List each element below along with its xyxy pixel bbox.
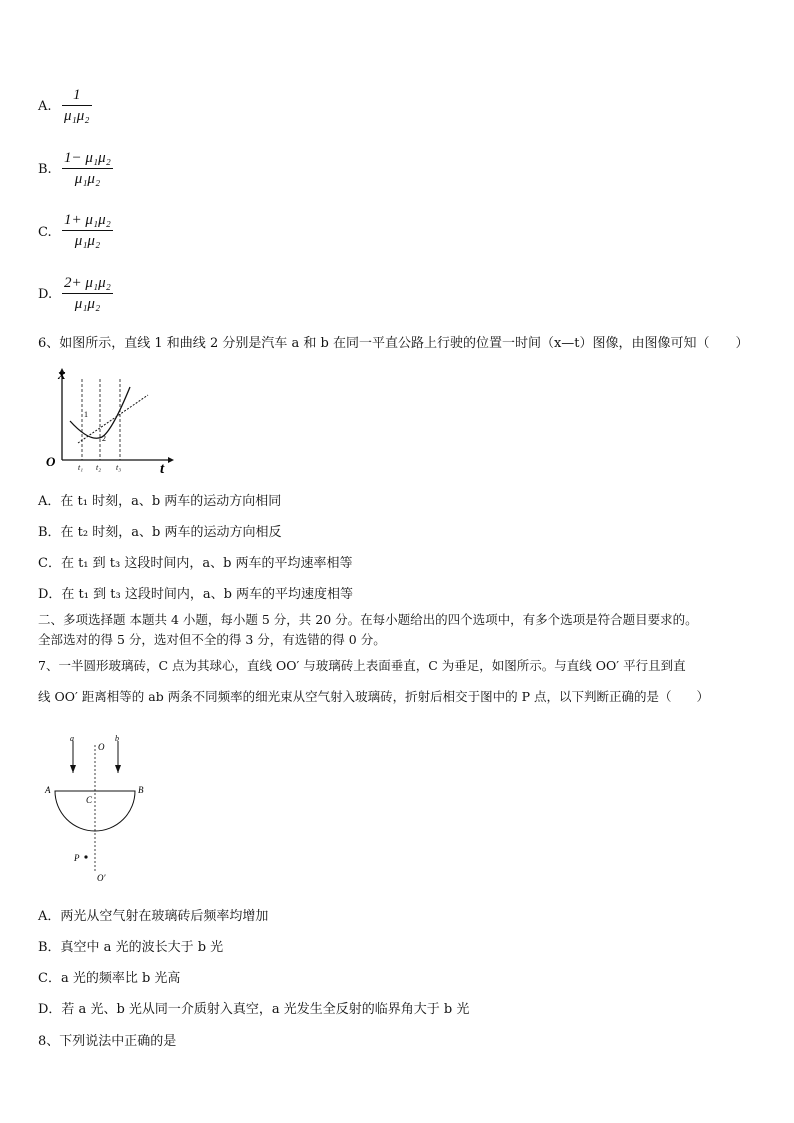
q6-option-d: D．在 t₁ 到 t₃ 这段时间内，a、b 两车的平均速度相等 bbox=[38, 587, 354, 602]
numerator: 1+ μ₁μ₂ bbox=[64, 212, 111, 228]
option-label: D. bbox=[38, 287, 53, 302]
origin-label: O bbox=[46, 454, 56, 469]
t-axis-arrow bbox=[168, 457, 174, 463]
q6-option-b: B．在 t₂ 时刻，a、b 两车的运动方向相反 bbox=[38, 525, 282, 540]
t3-label: t₃ bbox=[116, 463, 122, 472]
denominator: μ₁μ₂ bbox=[74, 296, 101, 312]
ray-a-arrow bbox=[70, 765, 76, 773]
t2-label: t₂ bbox=[96, 463, 102, 472]
ray-b-arrow bbox=[115, 765, 121, 773]
label-o-prime: O′ bbox=[97, 873, 106, 883]
denominator: μ₁μ₂ bbox=[74, 171, 101, 187]
glass-brick-figure bbox=[40, 733, 160, 883]
numerator: 1 bbox=[73, 87, 81, 103]
q8-stem: 8、下列说法中正确的是 bbox=[38, 1034, 177, 1049]
t-axis-label: t bbox=[160, 461, 165, 475]
q7-option-c: C．a 光的频率比 b 光高 bbox=[38, 971, 181, 986]
option-label: A. bbox=[38, 99, 52, 114]
fraction-bar bbox=[62, 293, 113, 294]
fraction-bar bbox=[62, 168, 113, 169]
fraction-bar bbox=[62, 105, 92, 106]
q7-option-d: D．若 a 光、b 光从同一介质射入真空，a 光发生全反射的临界角大于 b 光 bbox=[38, 1002, 470, 1017]
label-o: O bbox=[98, 742, 105, 752]
q6-option-a: A．在 t₁ 时刻，a、b 两车的运动方向相同 bbox=[38, 494, 282, 509]
fraction bbox=[62, 274, 113, 313]
section2-line1: 二、多项选择题 本题共 4 小题，每小题 5 分，共 20 分。在每小题给出的四个选项中，有多个选项是符合题目要求的。 bbox=[38, 612, 698, 627]
denominator: μ₁μ₂ bbox=[64, 108, 90, 124]
q7-line2: 线 OO′ 距离相等的 ab 两条不同频率的细光束从空气射入玻璃砖，折射后相交于图中的 P 点，以下判断正确的是（ ） bbox=[38, 689, 710, 704]
numerator: 1− μ₁μ₂ bbox=[64, 150, 111, 166]
q6-stem: 6、如图所示，直线 1 和曲线 2 分别是汽车 a 和 b 在同一平直公路上行驶的位置一时间（x—t）图像，由图像可知（ ） bbox=[38, 336, 749, 351]
label-a-point: A bbox=[45, 785, 51, 795]
fraction bbox=[62, 86, 92, 125]
label-c: C bbox=[86, 795, 93, 805]
label-b: b bbox=[115, 734, 119, 743]
denominator: μ₁μ₂ bbox=[74, 233, 101, 249]
section2-line2: 全部选对的得 5 分，选对但不全的得 3 分，有选错的得 0 分。 bbox=[38, 632, 386, 647]
curve2-label: 2 bbox=[102, 434, 106, 443]
q7-option-a: A．两光从空气射在玻璃砖后频率均增加 bbox=[38, 909, 269, 924]
q6-option-c: C．在 t₁ 到 t₃ 这段时间内，a、b 两车的平均速率相等 bbox=[38, 556, 353, 571]
label-a: a bbox=[70, 734, 74, 743]
point-p bbox=[84, 855, 87, 858]
xt-graph bbox=[40, 365, 175, 475]
x-axis-label: x bbox=[58, 367, 66, 383]
label-p: P bbox=[74, 853, 80, 863]
fraction-bar bbox=[62, 230, 113, 231]
fraction bbox=[62, 211, 113, 250]
line1-label: 1 bbox=[84, 410, 88, 419]
option-label: C. bbox=[38, 225, 52, 240]
fraction bbox=[62, 149, 113, 188]
q7-line1: 7、一半圆形玻璃砖，C 点为其球心，直线 OO′ 与玻璃砖上表面垂直，C 为垂足，如图所示。与直线 OO′ 平行且到直 bbox=[38, 658, 686, 673]
t1-label: t₁ bbox=[78, 463, 84, 472]
option-label: B. bbox=[38, 162, 52, 177]
q7-option-b: B．真空中 a 光的波长大于 b 光 bbox=[38, 940, 224, 955]
numerator: 2+ μ₁μ₂ bbox=[64, 275, 111, 291]
label-b-point: B bbox=[138, 785, 144, 795]
